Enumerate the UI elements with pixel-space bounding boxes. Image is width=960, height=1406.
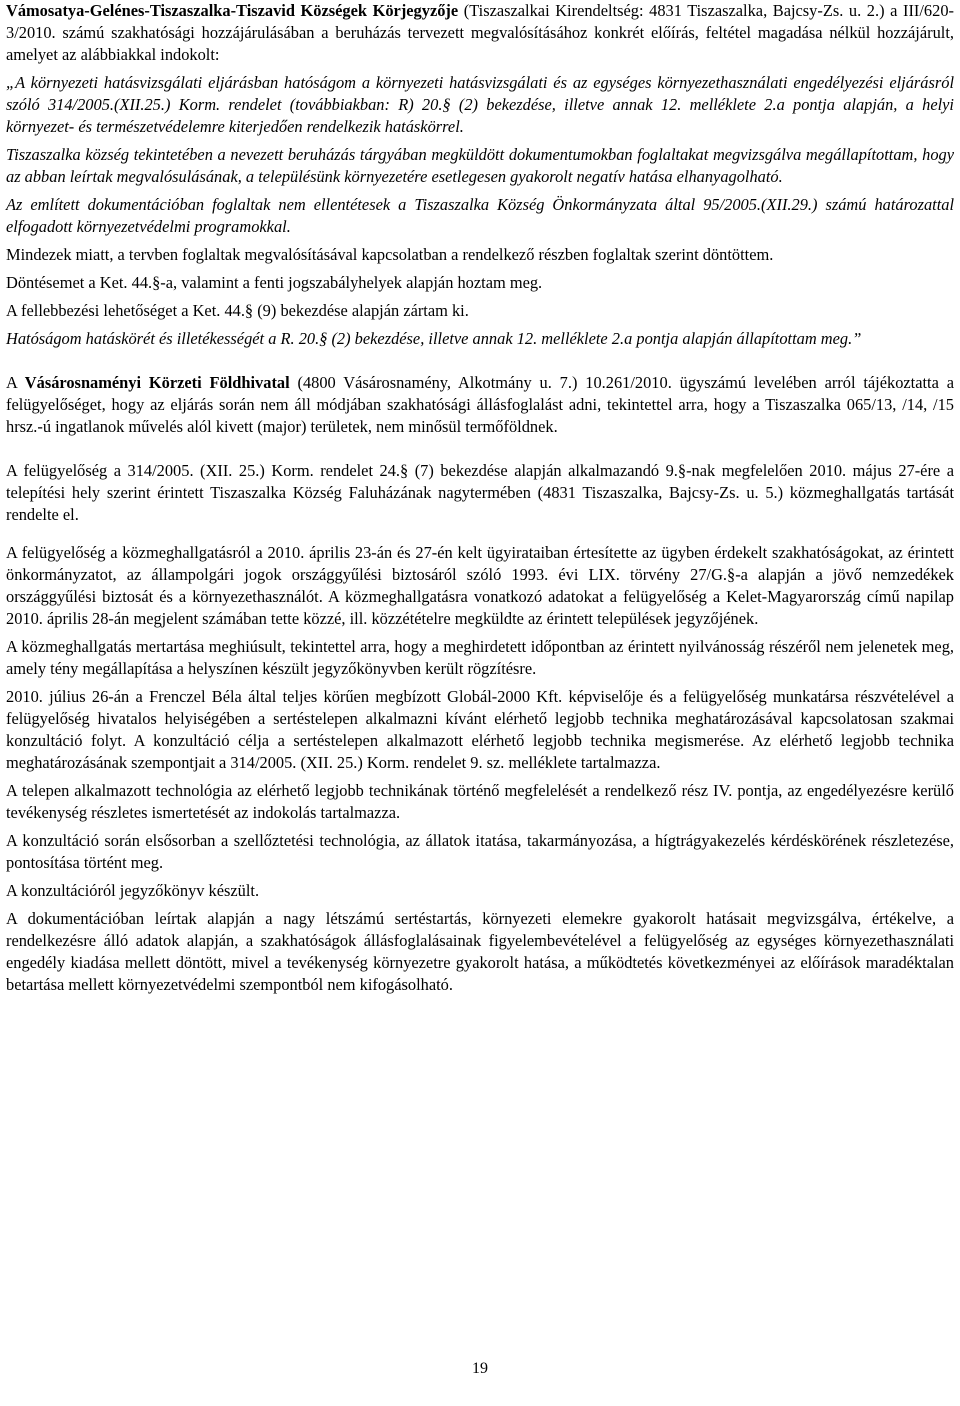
paragraph-public-hearing: A felügyelőség a 314/2005. (XII. 25.) Korm. rendelet 24.§ (7) bekezdése alapján alkalmazandó 9.§-nak megfelelően 2010. május 27-ére a telepítési hely szerint érintett Tiszaszalka Község Faluházának nagytermében (4831 Tiszaszalka, Bajcsy-Zs. u. 5.) közmeghallgatás tartását rendelte el. (6, 461, 954, 524)
paragraph-land-office-pre: A (6, 373, 25, 392)
paragraph-hearing-failed: A közmeghallgatás mertartása meghiúsult, tekintettel arra, hogy a meghirdetett időpontban az érintett nyilvánosság részéről nem jelenetek meg, amely tény megállapítása a helyszínen készült jegyzőkönyvben került rögzítésre. (6, 637, 954, 678)
paragraph-consultation-topics: A konzultáció során elsősorban a szellőztetési technológia, az állatok itatása, takarmányozása, a hígtrágyakezelés kérdéskörének részletezése, pontosítása történt meg. (6, 831, 954, 872)
document-page (6, 0, 954, 1002)
paragraph-notification: A felügyelőség a közmeghallgatásról a 2010. április 23-án és 27-én kelt ügyirataiban értesítette az ügyben érdekelt szakhatóságokat, az érintett önkormányzatot, az állampolgári jogok országgyűlési biztosáról szóló 1993. évi LIX. törvény 27/G.§-a alapján a jövő nemzedékek országgyűlési biztosát és a környezethasználót. A közmeghallgatásra vonatkozó adatokat a felügyelőség a Kelet-Magyarország című napilap 2010. április 28-án megjelent számában tette közzé, ill. közzétételre megküldte az érintett települések jegyzőjének. (6, 543, 954, 628)
paragraph-land-office (6, 372, 954, 438)
paragraph-1-text: (Tiszaszalkai Kirendeltség: 4831 Tiszaszalka, Bajcsy-Zs. u. 2.) a III/620-3/2010. számú szakhatósági hozzájárulásában a beruházás tervezett megvalósításához konkrét előírás, feltétel magadása nélkül hozzájárult, amelyet az alábbiakkal indokolt: (6, 1, 954, 64)
quote-paragraph-4: Mindezek miatt, a tervben foglaltak megvalósításával kapcsolatban a rendelkező részben foglaltak szerint döntöttem. (6, 245, 774, 264)
quote-paragraph-1: „A környezeti hatásvizsgálati eljárásban hatóságom a környezeti hatásvizsgálati és az egységes környezethasználati engedélyezési eljárásról szóló 314/2005.(XII.25.) Korm. rendelet (továbbiakban: R) 20.§ (2) bekezdése, illetve annak 12. melléklete 2.a pontja alapján, a helyi környezet- és természetvédelemre kiterjedően rendelkezik hatáskörrel. (6, 73, 954, 136)
quote-paragraph-5: Döntésemet a Ket. 44.§-a, valamint a fenti jogszabályhelyek alapján hoztam meg. (6, 273, 543, 292)
paragraph-minutes: A konzultációról jegyzőkönyv készült. (6, 881, 260, 900)
quote-paragraph-7: Hatóságom hatáskörét és illetékességét a R. 20.§ (2) bekezdése, illetve annak 12. melléklete 2.a pontja alapján állapítottam meg.” (6, 329, 862, 348)
paragraph-consultation: 2010. július 26-án a Frenczel Béla által teljes körűen megbízott Globál-2000 Kft. képviselője és a felügyelőség munkatársa részvételével a felügyelőség hivatalos helyiségében a sertéstelepen alkalmazni kívánt elérhető legjobb technika meghatározásával kapcsolatosan szakmai konzultáció folyt. A konzultáció célja a sertéstelepen alkalmazott elérhető legjobb technika megismerése. Az elérhető legjobb technika meghatározásának szempontjait a 314/2005. (XII. 25.) Korm. rendelet 9. sz. melléklete tartalmazza. (6, 687, 954, 772)
quote-paragraph-2: Tiszaszalka község tekintetében a nevezett beruházás tárgyában megküldött dokumentumokban foglaltakat megvizsgálva megállapítottam, hogy az abban leírtak megvalósulásának, a településünk környezetére esetlegesen gyakorolt negatív hatása elhanyagolható. (6, 145, 954, 186)
paragraph-land-office-text: (4800 Vásárosnamény, Alkotmány u. 7.) 10.261/2010. ügyszámú levelében arról tájékoztatta a felügyelőséget, hogy az eljárás során nem áll módjában szakhatósági állásfoglalást adni, tekintettel arra, hogy a Tiszaszalka 065/13, /14, /15 hrsz.-ú ingatlanok művelés alól kivett (major) területek, nem minősül termőföldnek. (6, 373, 955, 436)
quote-paragraph-3: Az említett dokumentációban foglaltak nem ellentétesek a Tiszaszalka Község Önkormányzata által 95/2005.(XII.29.) számú határozattal elfogadott környezetvédelmi programokkal. (6, 195, 954, 236)
land-office-name: Vásárosnaményi Körzeti Földhivatal (24, 373, 290, 392)
quote-paragraph-6: A fellebbezési lehetőséget a Ket. 44.§ (9) bekezdése alapján zártam ki. (6, 301, 469, 320)
authority-name: Vámosatya-Gelénes-Tiszaszalka-Tiszavid Községek Körjegyzője (6, 1, 459, 20)
paragraph-decision: A dokumentációban leírtak alapján a nagy létszámú sertéstartás, környezeti elemekre gyakorolt hatásait megvizsgálva, értékelve, a rendelkezésre álló adatok alapján, a szakhatóságok állásfoglalásainak figyelembevételével a felügyelőség az egységes környezethasználati engedély kiadása mellett döntött, mivel a tevékenység környezetre gyakorolt hatása, a működtetés következményei az előírások maradéktalan betartása mellett környezetvédelmi szempontból nem kifogásolható. (6, 909, 954, 994)
page-number: 19 (472, 1360, 488, 1377)
paragraph-technology: A telepen alkalmazott technológia az elérhető legjobb technikának történő megfelelését a rendelkező rész IV. pontja, az engedélyezésre kerülő tevékenység részletes ismertetését az indokolás tartalmazza. (6, 781, 954, 822)
paragraph-1 (6, 0, 954, 66)
